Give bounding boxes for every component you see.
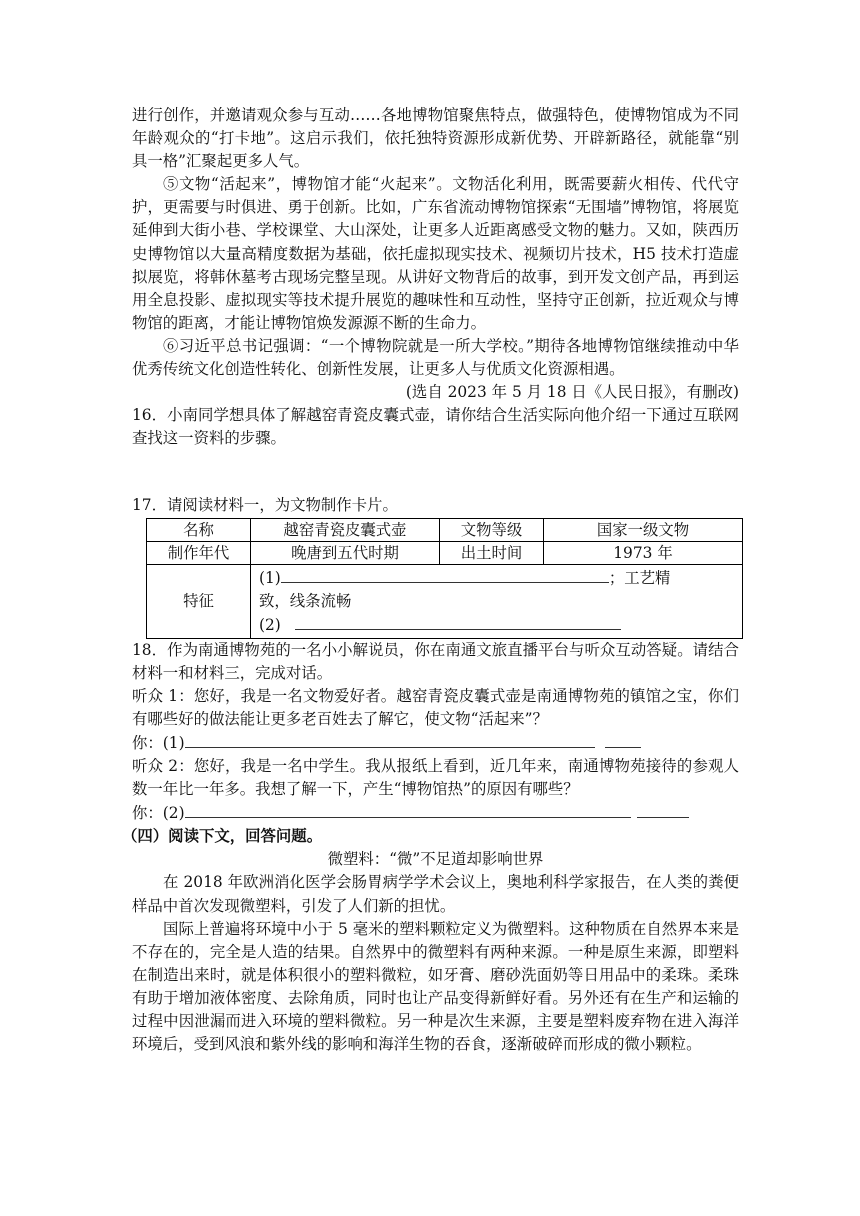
answer-space-16[interactable] [132,450,739,494]
passage-source: (选自 2023 年 5 月 18 日《人民日报》，有删改) [405,383,739,402]
page-content [122,104,739,1056]
reply-1: 你：(1) [132,731,739,755]
table-row [147,541,743,564]
feature-line-1: (1) ；工艺精 [259,566,734,590]
reply-2: 你：(2) [132,801,739,825]
table-row [147,518,743,541]
passage-paragraph-continued: 进行创作，并邀请观众参与互动……各地博物馆聚焦特点，做强特色，使博物馆成为不同年龄观众的“打卡地”。这启示我们，依托独特资源形成新优势、开辟新路径，就能靠“别具一格”汇聚起更多人气。 [132,106,739,171]
answer-blank[interactable] [185,801,631,818]
cell-era-value: 晚唐到五代时期 [251,541,440,564]
cell-grade-value: 国家一级文物 [544,518,743,541]
answer-blank[interactable] [295,613,621,630]
cell-name-label: 名称 [147,518,251,541]
question-16: 16．小南同学想具体了解越窑青瓷皮囊式壶，请你结合生活实际向他介绍一下通过互联网查找这一资料的步骤。 [132,406,739,448]
passage-paragraph-5: ⑤文物“活起来”，博物馆才能“火起来”。文物活化利用，既需要薪火相传、代代守护，更需要与时俱进、勇于创新。比如，广东省流动博物馆探索“无围墙”博物馆，将展览延伸到大街小巷、学校课堂、大山深处，让更多人近距离感受文物的魅力。又如，陕西历史博物馆以大量高精度数据为基础，依托虚拟现实技术、视频切片技术，H5 技术打造虚拟展览，将韩休墓考古现场完整呈现。从讲好文物背后的故事，到开发文创产品，再到运用全息投影、虚拟现实等技术提升展览的趣味性和互动性，坚持守正创新，拉近观众与博物馆的距离，才能让博物馆焕发源源不断的生命力。 [132,175,739,332]
answer-blank[interactable] [185,731,595,748]
cell-feature-label: 特征 [147,564,251,638]
feature-line-2: 致，线条流畅 [259,591,352,610]
feature-line-3: (2) [259,613,734,637]
cell-unearthed-label: 出土时间 [440,541,544,564]
relic-card-table [146,518,743,639]
listener-2: 听众 2：您好，我是一名中学生。我从报纸上看到，近几年来，南通博物苑接待的参观人数一年比一年多。我想了解一下，产生“博物馆热”的原因有哪些？ [132,756,739,799]
section-heading: （四）阅读下文，回答问题。 [122,827,323,846]
passage-paragraph-6: ⑥习近平总书记强调：“一个博物院就是一所大学校。”期待各地博物馆继续推动中华优秀传统文化创造性转化、创新性发展，让更多人与优质文化资源相遇。 [132,336,739,379]
question-17: 17．请阅读材料一，为文物制作卡片。 [132,496,398,515]
article-paragraph-1: 在 2018 年欧洲消化医学会肠胃病学学术会议上，奥地利科学家报告，在人类的粪便样品中首次发现微塑料，引发了人们新的担忧。 [132,873,739,915]
article-paragraph-2: 国际上普遍将环境中小于 5 毫米的塑料颗粒定义为微塑料。这种物质在自然界本来是不存在的，完全是人造的结果。自然界中的微塑料有两种来源。一种是原生来源，即塑料在制造出来时，就是体积很小的塑料微粒，如牙膏、磨砂洗面奶等日用品中的柔珠。柔珠有助于增加液体密度、去除角质，同时也让产品变得新鲜好看。另外还有在生产和运输的过程中因泄漏而进入环境的塑料微粒。另一种是次生来源，主要是塑料废弃物在进入海洋环境后，受到风浪和紫外线的影响和海洋生物的吞食，逐渐破碎而形成的微小颗粒。 [132,919,739,1054]
cell-era-label: 制作年代 [147,541,251,564]
answer-blank[interactable] [605,731,641,748]
cell-feature-value [251,564,743,638]
cell-grade-label: 文物等级 [440,518,544,541]
article-title: 微塑料：“微”不足道却影响世界 [327,850,544,869]
answer-blank[interactable] [637,801,689,818]
cell-unearthed-value: 1973 年 [544,541,743,564]
answer-blank[interactable] [281,566,609,583]
question-18: 18．作为南通博物苑的一名小小解说员，你在南通文旅直播平台与听众互动答疑。请结合材料一和材料三，完成对话。 [132,640,739,682]
cell-name-value: 越窑青瓷皮囊式壶 [251,518,440,541]
table-row [147,564,743,638]
listener-1: 听众 1：您好，我是一名文物爱好者。越窑青瓷皮囊式壶是南通博物苑的镇馆之宝，你们有哪些好的做法能让更多老百姓去了解它，使文物“活起来”？ [132,686,739,728]
